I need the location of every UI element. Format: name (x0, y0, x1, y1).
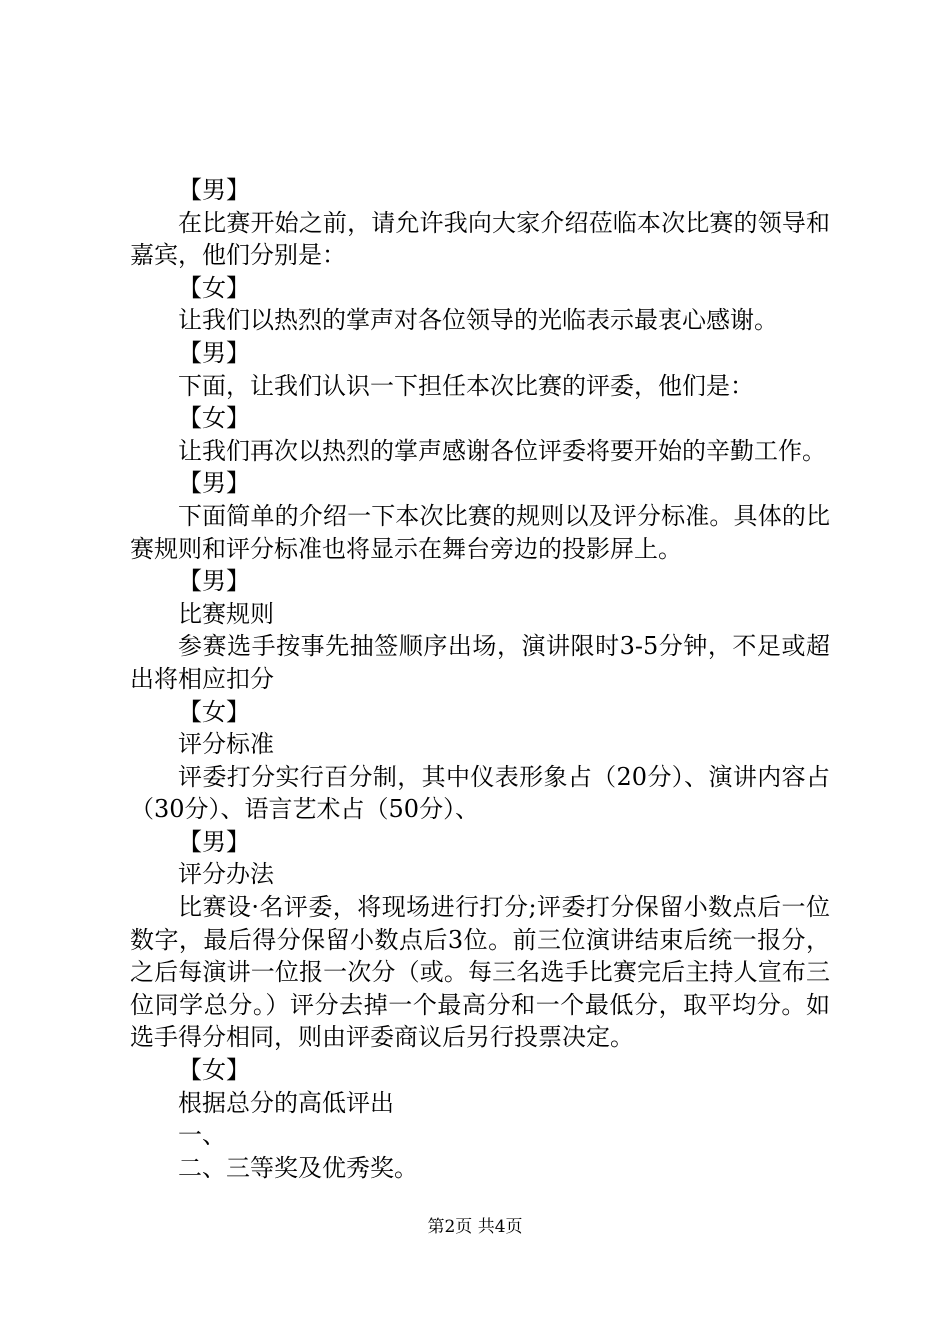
speaker-tag: 【女】 (178, 697, 250, 726)
text-line: 让我们以热烈的掌声对各位领导的光临表示最衷心感谢。 (178, 306, 778, 335)
text-line: 一、 (178, 1121, 226, 1150)
text-line: 比赛规则 (178, 599, 274, 628)
paragraph: 下面简单的介绍一下本次比赛的规则以及评分标准。具体的比赛规则和评分标准也将显示在舞台旁边的投影屏上。 (130, 501, 830, 563)
text-line: 二、三等奖及优秀奖。 (178, 1153, 418, 1182)
document-body (130, 174, 830, 1184)
speaker-tag: 【女】 (178, 273, 250, 302)
paragraph: 让我们再次以热烈的掌声感谢各位评委将要开始的辛勤工作。 (178, 436, 826, 465)
speaker-tag: 【男】 (178, 567, 250, 596)
text-line: 下面，让我们认识一下担任本次比赛的评委，他们是： (178, 371, 754, 400)
paragraph: 在比赛开始之前，请允许我向大家介绍莅临本次比赛的领导和嘉宾，他们分别是： (130, 208, 830, 270)
page-footer: 第2页 共4页 (427, 1217, 523, 1237)
speaker-tag: 【男】 (178, 338, 250, 367)
paragraph: 评委打分实行百分制，其中仪表形象占（20分）、演讲内容占（30分）、语言艺术占（50分）、 (130, 762, 830, 824)
speaker-tag: 【男】 (178, 469, 250, 498)
speaker-tag: 【女】 (178, 1056, 250, 1085)
text-line: 评分办法 (178, 860, 274, 889)
speaker-tag: 【女】 (178, 404, 250, 433)
text-line: 评分标准 (178, 730, 274, 759)
paragraph: 比赛设·名评委，将现场进行打分;评委打分保留小数点后一位数字，最后得分保留小数点后3位。前三位演讲结束后统一报分，之后每演讲一位报一次分（或。每三名选手比赛完后主持人宣布三位同学总分。）评分去掉一个最高分和一个最低分，取平均分。如选手得分相同，则由评委商议后另行投票决定。 (130, 893, 830, 1052)
paragraph: 参赛选手按事先抽签顺序出场，演讲限时3-5分钟，不足或超出将相应扣分 (130, 632, 830, 693)
speaker-tag: 【男】 (178, 827, 250, 856)
text-line: 根据总分的高低评出 (178, 1088, 394, 1117)
speaker-tag: 【男】 (178, 176, 250, 204)
